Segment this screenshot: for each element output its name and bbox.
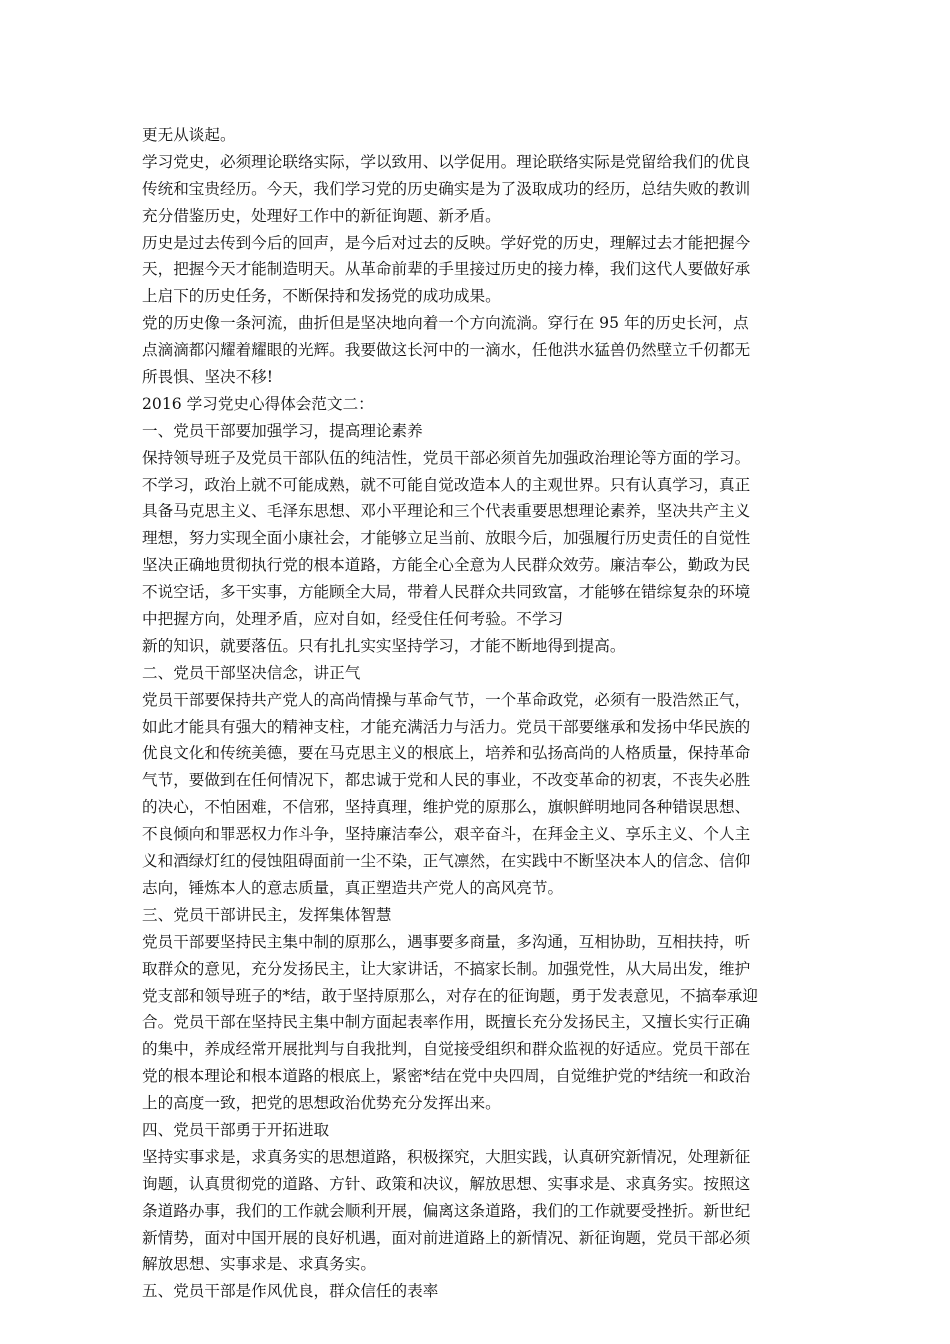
text-line: 优良文化和传统美德，要在马克思主义的根底上，培养和弘扬高尚的人格质量，保持革命 — [142, 744, 751, 763]
text-line: 历史是过去传到今后的回声，是今后对过去的反映。学好党的历史，理解过去才能把握今 — [142, 233, 751, 252]
text-line: 党员干部要保持共产党人的高尚情操与革命气节，一个革命政党，必须有一股浩然正气， — [142, 690, 751, 709]
text-line: 一、党员干部要加强学习，提高理论素养 — [142, 421, 423, 440]
text-line: 询题，认真贯彻党的道路、方针、政策和决议，解放思想、实事求是、求真务实。按照这 — [142, 1174, 751, 1193]
text-line: 充分借鉴历史，处理好工作中的新征询题、新矛盾。 — [142, 206, 501, 225]
document-body — [142, 122, 812, 1305]
text-line: 条道路办事，我们的工作就会顺利开展，偏离这条道路，我们的工作就要受挫折。新世纪 — [142, 1201, 751, 1220]
text-line: 新情势，面对中国开展的良好机遇，面对前进道路上的新情况、新征询题，党员干部必须 — [142, 1228, 751, 1247]
text-line: 党的历史像一条河流，曲折但是坚决地向着一个方向流淌。穿行在 95 年的历史长河，点 — [142, 314, 749, 333]
text-line: 三、党员干部讲民主，发挥集体智慧 — [142, 905, 392, 924]
text-line: 更无从谈起。 — [142, 126, 236, 144]
text-line: 不良倾向和罪恶权力作斗争，坚持廉洁奉公，艰辛奋斗，在拜金主义、享乐主义、个人主 — [142, 825, 751, 844]
text-line: 党支部和领导班子的*结，敢于坚持原那么，对存在的征询题，勇于发表意见，不搞奉承迎 — [142, 986, 758, 1005]
text-line: 所畏惧、坚决不移! — [142, 368, 274, 387]
text-line: 党员干部要坚持民主集中制的原那么，遇事要多商量，多沟通，互相协助，互相扶持，听 — [142, 932, 751, 951]
text-line: 学习党史，必须理论联络实际，学以致用、以学促用。理论联络实际是党留给我们的优良 — [142, 152, 751, 171]
text-line: 二、党员干部坚决信念，讲正气 — [142, 663, 361, 682]
text-line: 2016 学习党史心得体会范文二： — [142, 394, 374, 413]
text-line: 党的根本理论和根本道路的根底上，紧密*结在党中央四周，自觉维护党的*结统一和政治 — [142, 1067, 751, 1086]
text-line: 的集中，养成经常开展批判与自我批判，自觉接受组织和群众监视的好适应。党员干部在 — [142, 1040, 751, 1059]
text-line: 取群众的意见，充分发扬民主，让大家讲话，不搞家长制。加强党性，从大局出发，维护 — [142, 959, 751, 978]
text-line: 传统和宝贵经历。今天，我们学习党的历史确实是为了汲取成功的经历，总结失败的教训 — [142, 179, 751, 198]
text-line: 具备马克思主义、毛泽东思想、邓小平理论和三个代表重要思想理论素养，坚决共产主义 — [142, 502, 751, 521]
text-line: 坚决正确地贯彻执行党的根本道路，方能全心全意为人民群众效劳。廉洁奉公，勤政为民 — [142, 556, 751, 575]
text-line: 四、党员干部勇于开拓进取 — [142, 1120, 330, 1139]
text-line: 上的高度一致，把党的思想政治优势充分发挥出来。 — [142, 1094, 501, 1113]
text-line: 新的知识，就要落伍。只有扎扎实实坚持学习，才能不断地得到提高。 — [142, 636, 626, 655]
text-line: 点滴滴都闪耀着耀眼的光辉。我要做这长河中的一滴水，任他洪水猛兽仍然壁立千仞都无 — [142, 341, 751, 360]
text-line: 保持领导班子及党员干部队伍的纯洁性，党员干部必须首先加强政治理论等方面的学习。 — [142, 448, 751, 467]
text-line: 天，把握今天才能制造明天。从革命前辈的手里接过历史的接力棒，我们这代人要做好承 — [142, 260, 751, 279]
text-line: 不说空话，多干实事，方能顾全大局，带着人民群众共同致富，才能够在错综复杂的环境 — [142, 583, 751, 602]
text-line: 合。党员干部在坚持民主集中制方面起表率作用，既擅长充分发扬民主，又擅长实行正确 — [142, 1013, 751, 1032]
text-line: 解放思想、实事求是、求真务实。 — [142, 1255, 376, 1274]
text-line: 义和酒绿灯红的侵蚀阻碍面前一尘不染，正气凛然，在实践中不断坚决本人的信念、信仰 — [142, 852, 751, 871]
text-line: 五、党员干部是作风优良，群众信任的表率 — [142, 1282, 439, 1301]
text-line: 不学习，政治上就不可能成熟，就不可能自觉改造本人的主观世界。只有认真学习，真正 — [142, 475, 751, 494]
text-line: 理想，努力实现全面小康社会，才能够立足当前、放眼今后，加强履行历史责任的自觉性 — [142, 529, 751, 548]
text-line: 志向，锤炼本人的意志质量，真正塑造共产党人的高风亮节。 — [142, 878, 564, 897]
text-line: 坚持实事求是，求真务实的思想道路，积极探究，大胆实践，认真研究新情况，处理新征 — [142, 1147, 751, 1166]
text-line: 气节，要做到在任何情况下，都忠诚于党和人民的事业，不改变革命的初衷，不丧失必胜 — [142, 771, 751, 790]
text-line: 的决心，不怕困难，不信邪，坚持真理，维护党的原那么，旗帜鲜明地同各种错误思想、 — [142, 798, 751, 817]
text-line: 中把握方向，处理矛盾，应对自如，经受住任何考验。不学习 — [142, 610, 564, 629]
text-line: 上启下的历史任务，不断保持和发扬党的成功成果。 — [142, 287, 501, 306]
text-line: 如此才能具有强大的精神支柱，才能充满活力与活力。党员干部要继承和发扬中华民族的 — [142, 717, 751, 736]
